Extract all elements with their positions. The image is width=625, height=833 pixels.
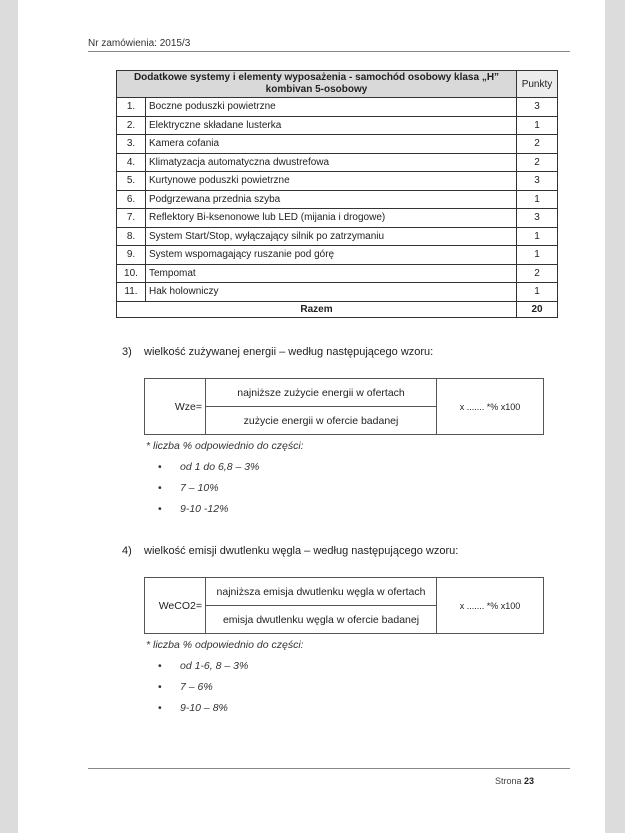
table-row	[117, 172, 558, 191]
equipment-table	[116, 70, 558, 318]
row-label: Tempomat	[146, 264, 517, 283]
row-number: 8.	[117, 227, 146, 246]
row-label: Podgrzewana przednia szyba	[146, 190, 517, 209]
row-label: Reflektory Bi-ksenonowe lub LED (mijania i drogowe)	[146, 209, 517, 228]
row-points: 2	[517, 135, 558, 154]
option-text: 9-10 – 8%	[180, 702, 228, 714]
table-header-row	[117, 71, 558, 98]
formula-3-table	[144, 378, 544, 435]
row-number: 9.	[117, 246, 146, 265]
table-row	[117, 98, 558, 117]
total-label: Razem	[117, 301, 517, 317]
row-points: 1	[517, 190, 558, 209]
section-3-number: 3)	[122, 346, 132, 358]
order-number: Nr zamówienia: 2015/3	[88, 38, 191, 49]
row-label: Kamera cofania	[146, 135, 517, 154]
footer-divider	[88, 768, 570, 769]
row-number: 2.	[117, 116, 146, 135]
table-row	[117, 153, 558, 172]
page-footer	[495, 776, 534, 786]
table-row	[117, 209, 558, 228]
list-item	[158, 702, 248, 723]
formula-4-numerator: najniższa emisja dwutlenku węgla w ofertach	[206, 578, 437, 606]
formula-3-lhs: Wze=	[145, 379, 206, 435]
row-number: 4.	[117, 153, 146, 172]
row-number: 10.	[117, 264, 146, 283]
header-divider	[88, 51, 570, 52]
row-number: 5.	[117, 172, 146, 191]
table-row	[117, 283, 558, 302]
document-page	[18, 0, 605, 833]
bullet-icon: •	[158, 482, 162, 494]
total-points: 20	[517, 301, 558, 317]
row-number: 7.	[117, 209, 146, 228]
table-row	[117, 227, 558, 246]
bullet-icon: •	[158, 702, 162, 714]
section-4-number: 4)	[122, 545, 132, 557]
bullet-icon: •	[158, 660, 162, 672]
section-4-options	[158, 660, 248, 723]
row-label: System wspomagający ruszanie pod górę	[146, 246, 517, 265]
page-label: Strona	[494, 776, 522, 786]
bullet-icon: •	[158, 503, 162, 515]
list-item	[158, 482, 259, 503]
bullet-icon: •	[158, 461, 162, 473]
option-text: 7 – 6%	[180, 681, 213, 693]
section-4-heading	[122, 545, 458, 557]
list-item	[158, 660, 248, 681]
row-points: 3	[517, 172, 558, 191]
row-number: 1.	[117, 98, 146, 117]
section-3-heading	[122, 346, 433, 358]
formula-3-multiplier: x ....... *% x100	[437, 379, 544, 435]
list-item	[158, 461, 259, 482]
row-number: 3.	[117, 135, 146, 154]
row-points: 3	[517, 209, 558, 228]
section-3-title: wielkość zużywanej energii – według następującego wzoru:	[144, 346, 434, 358]
formula-4-table	[144, 577, 544, 634]
row-label: Klimatyzacja automatyczna dwustrefowa	[146, 153, 517, 172]
table-title: Dodatkowe systemy i elementy wyposażenia - samochód osobowy klasa „H” kombivan 5-osobowy	[117, 71, 517, 98]
row-label: System Start/Stop, wyłączający silnik po zatrzymaniu	[146, 227, 517, 246]
row-points: 1	[517, 227, 558, 246]
points-header: Punkty	[517, 71, 558, 98]
option-text: od 1 do 6,8 – 3%	[180, 461, 260, 473]
row-points: 1	[517, 116, 558, 135]
row-number: 11.	[117, 283, 146, 302]
total-row	[117, 301, 558, 317]
row-label: Kurtynowe poduszki powietrzne	[146, 172, 517, 191]
table-row	[117, 135, 558, 154]
option-text: 9-10 -12%	[180, 503, 229, 515]
formula-4-lhs: WeCO2=	[145, 578, 206, 634]
row-label: Boczne poduszki powietrzne	[146, 98, 517, 117]
table-row	[117, 190, 558, 209]
option-text: 7 – 10%	[180, 482, 219, 494]
row-number: 6.	[117, 190, 146, 209]
row-points: 3	[517, 98, 558, 117]
formula-4-multiplier: x ....... *% x100	[437, 578, 544, 634]
row-points: 1	[517, 283, 558, 302]
formula-3-numerator: najniższe zużycie energii w ofertach	[206, 379, 437, 407]
option-text: od 1-6, 8 – 3%	[180, 660, 249, 672]
row-points: 2	[517, 264, 558, 283]
section-3-options	[158, 461, 259, 524]
table-row	[117, 116, 558, 135]
row-points: 2	[517, 153, 558, 172]
section-4-title: wielkość emisji dwutlenku węgla – według następującego wzoru:	[144, 545, 459, 557]
section-4-note: * liczba % odpowiednio do części:	[146, 639, 304, 651]
list-item	[158, 503, 259, 524]
page-number: 23	[523, 776, 534, 786]
bullet-icon: •	[158, 681, 162, 693]
row-points: 1	[517, 246, 558, 265]
formula-3-denominator: zużycie energii w ofercie badanej	[206, 407, 437, 435]
row-label: Hak holowniczy	[146, 283, 517, 302]
table-row	[117, 246, 558, 265]
section-3-note: * liczba % odpowiednio do części:	[146, 440, 304, 452]
row-label: Elektryczne składane lusterka	[146, 116, 517, 135]
table-row	[117, 264, 558, 283]
formula-4-denominator: emisja dwutlenku węgla w ofercie badanej	[206, 606, 437, 634]
list-item	[158, 681, 248, 702]
